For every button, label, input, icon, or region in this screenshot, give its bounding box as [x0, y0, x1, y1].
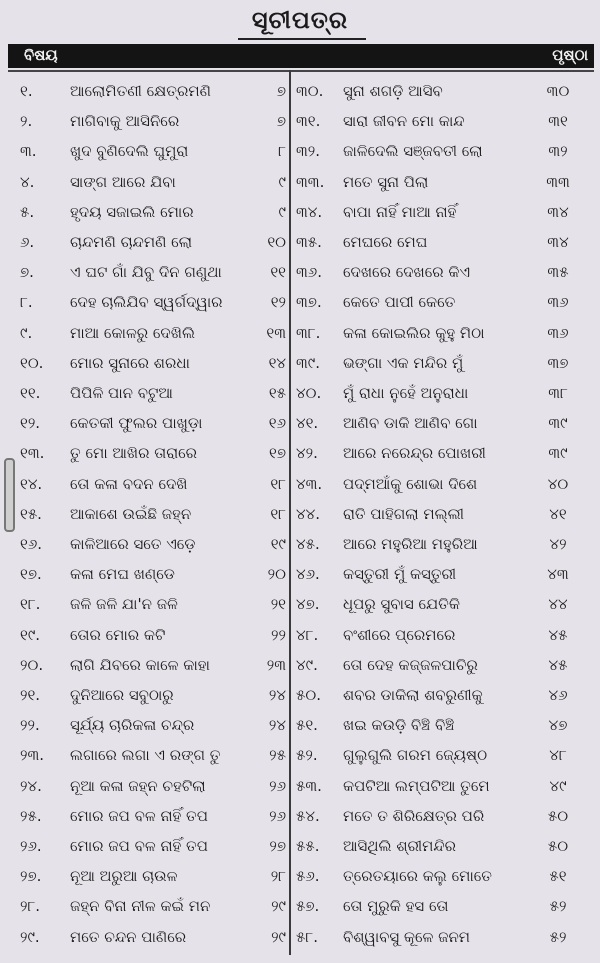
entry-number-right: ୫୪.: [296, 806, 320, 825]
entry-title-left: ଲଗାରେ ଲଗା ଏ ରଙ୍ଗ ତୁ: [70, 746, 221, 765]
entry-number-right: ୪୨.: [296, 444, 318, 463]
entry-page-right: ୩୩: [546, 172, 570, 191]
entry-title-right: ସୁନା ଶଗଡ଼ି ଆସିବ: [343, 82, 443, 100]
entry-title-right: କପଟିଆ ଲମ୍ପଟିଆ ତୁମେ: [343, 776, 490, 795]
entry-number-left: ୧୦.: [20, 353, 44, 372]
toc-row: [0, 922, 600, 952]
entry-number-left: ୭.: [20, 263, 34, 282]
entry-title-right: ଆରେ ନରେନ୍ଦ୍ର ପୋଖରୀ: [343, 444, 486, 463]
entry-number-left: ୨୭.: [20, 867, 42, 886]
entry-number-right: ୩୫.: [296, 233, 322, 251]
entry-number-left: ୧.: [20, 82, 33, 100]
entry-page-left: ୨୪: [268, 686, 286, 704]
toc-row: [0, 408, 600, 438]
entry-page-left: ୨୪: [268, 716, 286, 735]
entry-title-right: ଖଇ କଉଡ଼ି ବିଞ୍ଚି ବିଞ୍ଚି: [343, 716, 455, 735]
entry-title-left: ତୋ କଳା ବଦନ ଦେଖି: [70, 474, 188, 493]
entry-title-left: ମୋର ସୁନାରେ ଶରଧା: [70, 353, 190, 372]
entry-number-right: ୪୯.: [296, 655, 318, 674]
entry-number-left: ୨୬.: [20, 837, 42, 855]
toc-row: [0, 76, 600, 106]
entry-title-left: କଳା ମେଘ ଖଣ୍ଡେ: [70, 565, 175, 584]
entry-page-left: ୨୦: [267, 565, 286, 584]
entry-title-left: ପିପିଳି ପାନ ବଟୁଆ: [70, 384, 173, 402]
entry-title-left: ଖୁଦ ବୁଣିଦେଲି ଘୁମୁରା: [70, 142, 189, 161]
entry-number-right: ୫୭.: [296, 897, 320, 916]
entry-page-left: ୯: [278, 172, 286, 191]
entry-number-left: ୧୪.: [20, 474, 43, 493]
entry-page-right: ୫୨: [549, 897, 567, 916]
toc-row: [0, 710, 600, 740]
entry-title-right: କଳା କୋଇଲିର କୁହୁ ମିଠା: [343, 323, 485, 342]
entry-title-right: ମତେ ତ ଶିରିକ୍ଷେତ୍ର ପରି: [343, 806, 485, 825]
entry-page-left: ୧୦: [267, 233, 286, 251]
entry-number-left: ୨୯.: [20, 927, 40, 946]
entry-title-right: କେତେ ପାପୀ କେତେ: [343, 293, 456, 312]
entry-title-left: ହୃଦୟ ସଜାଇଲି ମୋର: [70, 202, 194, 221]
entry-title-right: ବିଶ୍ୱାବସୁ କୂଳେ ଜନମ: [343, 927, 471, 946]
toc-row: [0, 348, 600, 378]
toc-row: [0, 861, 600, 891]
entry-page-left: ୧୩: [266, 323, 286, 342]
entry-title-right: ଆସିଥିଲି ଶ୍ରୀମନ୍ଦିର: [343, 837, 457, 855]
entry-number-left: ୨୮.: [20, 897, 41, 916]
entry-page-right: ୪୫: [548, 655, 568, 674]
entry-page-left: ୧୨: [270, 293, 286, 312]
entry-title-left: ଏ ଘଟ ଗାଁ ଯିବୁ ଦିନ ଗଣୁଥା: [70, 263, 222, 282]
entry-title-right: ତୋ ଦେହ କଜ୍ଜଳପାଚିରୁ: [343, 655, 478, 674]
entry-number-left: ୩.: [20, 142, 37, 161]
entry-number-right: ୩୯.: [296, 353, 321, 372]
toc-row: [0, 831, 600, 861]
entry-page-left: ୨୨: [271, 625, 286, 644]
entry-page-left: ୨୬: [269, 806, 286, 825]
entry-page-left: ୨୯: [271, 927, 286, 946]
entry-title-left: ନୂଆ ଅରୁଆ ଚାଉଳ: [70, 867, 178, 886]
entry-title-left: ମାଆ କୋଳରୁ ଦେଖିଲି: [70, 323, 196, 342]
entry-title-right: ଆଣିବ ଡାକି ଆଣିବ ଗୋ: [343, 414, 478, 433]
header-bar: [8, 44, 594, 68]
entry-number-left: ୨୨.: [20, 716, 40, 735]
entry-number-left: ୨୫.: [20, 806, 42, 825]
entry-title-left: ଦୁନିଆରେ ସବୁଠାରୁ: [70, 686, 174, 704]
toc-row: [0, 801, 600, 831]
entry-page-left: ୧୫: [268, 384, 286, 402]
entry-number-left: ୯.: [20, 323, 33, 342]
entry-page-left: ୨୩: [266, 655, 286, 674]
entry-title-right: ପଦ୍ମଆଁକୁ ଶୋଭା ଦିଶେ: [343, 474, 478, 493]
entry-page-left: ୨୫: [269, 746, 286, 765]
entry-number-right: ୩୧.: [296, 112, 321, 131]
entry-page-left: ୮: [278, 142, 286, 161]
entry-page-right: ୩୮: [548, 384, 568, 402]
entry-number-left: ୧୩.: [20, 444, 45, 463]
entry-page-right: ୩୪: [547, 202, 569, 221]
entry-number-left: ୫.: [20, 202, 35, 221]
entry-page-left: ୨୭: [269, 837, 286, 855]
entry-title-left: ସୂର୍ଯ୍ୟ ଚାରିକଳା ଚନ୍ଦ୍ର: [70, 716, 195, 735]
entry-page-right: ୪୨: [549, 535, 567, 553]
entry-number-right: ୪୪.: [296, 504, 320, 523]
entry-title-left: କାଳିଆରେ ସତେ ଏଡ଼େ: [70, 535, 196, 553]
toc-row: [0, 197, 600, 227]
entry-page-right: ୪୦: [547, 474, 569, 493]
toc-row: [0, 529, 600, 559]
toc-row: [0, 740, 600, 770]
entry-number-right: ୫୦.: [296, 686, 321, 704]
page-title: ସୂଚୀପତ୍ର: [251, 6, 349, 34]
entry-page-right: ୩୨: [548, 142, 568, 161]
toc-row: [0, 469, 600, 499]
entry-number-left: ୪.: [20, 172, 35, 191]
entry-page-right: ୪୪: [548, 595, 568, 614]
entry-page-left: ୧୮: [270, 474, 286, 493]
entry-page-right: ୪୭: [548, 716, 568, 735]
header-subject-label: ବିଷୟ: [24, 46, 58, 64]
entry-number-right: ୩୨.: [296, 142, 321, 161]
entry-title-right: ଜାଳିଦେଲି ସଞ୍ଜବତୀ ଲୋ: [343, 142, 483, 161]
entry-page-right: ୪୬: [548, 686, 568, 704]
entry-title-right: ଆରେ ମହୁରିଆ ମହୁରିଆ: [343, 535, 478, 553]
entry-page-right: ୪୫: [548, 625, 568, 644]
entry-title-right: ମୁଁ ରାଧା ନୁହେଁ ଅନୁରାଧା: [343, 384, 469, 402]
entry-number-right: ୩୭.: [296, 293, 322, 312]
entry-title-left: ଆକାଶେ ଉଇଁଛି ଜହ୍ନ: [70, 504, 192, 523]
toc-row: [0, 167, 600, 197]
entry-number-right: ୪୩.: [296, 474, 323, 493]
entry-page-left: ୧୪: [268, 353, 286, 372]
entry-page-right: ୩୪: [547, 233, 569, 251]
toc-row: [0, 650, 600, 680]
entry-page-left: ୭: [276, 82, 286, 100]
title-underline: [238, 38, 366, 40]
entry-page-right: ୪୯: [549, 776, 567, 795]
entry-page-right: ୪୧: [549, 504, 567, 523]
entry-title-left: ଚାନ୍ଦମଣି ଚାନ୍ଦମଣି ଲୋ: [70, 233, 193, 251]
entry-number-right: ୩୩.: [296, 172, 325, 191]
entry-page-left: ୯: [278, 202, 286, 221]
entry-number-left: ୨୦.: [20, 655, 44, 674]
entry-number-right: ୪୫.: [296, 535, 320, 553]
entry-number-right: ୩୬.: [296, 263, 322, 282]
toc-row: [0, 559, 600, 589]
entry-page-left: ୭: [276, 112, 286, 131]
entry-title-left: କେତକୀ ଫୁଲର ପାଖୁଡ଼ା: [70, 414, 203, 433]
entry-page-left: ୧୧: [270, 263, 286, 282]
entry-page-right: ୫୦: [547, 806, 569, 825]
entry-number-left: ୧୨.: [20, 414, 41, 433]
entry-number-left: ୧୭.: [20, 565, 42, 584]
entry-page-right: ୩୫: [547, 263, 569, 282]
entry-page-right: ୫୨: [549, 927, 567, 946]
entry-number-right: ୪୧.: [296, 414, 319, 433]
entry-number-left: ୨୪.: [20, 776, 42, 795]
entry-page-left: ୧୮: [270, 504, 286, 523]
entry-page-left: ୧୭: [269, 444, 286, 463]
entry-title-right: ବାପା ନାହିଁ ମାଆ ନାହିଁ: [343, 202, 457, 221]
entry-title-left: ମାଗିବାକୁ ଆସିନିରେ: [70, 112, 180, 131]
entry-number-right: ୫୧.: [296, 716, 318, 735]
entry-page-right: ୩୯: [548, 414, 568, 433]
entry-number-left: ୮.: [20, 293, 33, 312]
entry-number-right: ୫୩.: [296, 776, 322, 795]
entry-number-right: ୪୭.: [296, 595, 320, 614]
entry-number-right: ୫୮.: [296, 927, 318, 946]
entry-number-right: ୫୫.: [296, 837, 320, 855]
entry-title-right: ତୋ ମୁରୁକି ହସ ତୋ: [343, 897, 449, 916]
entry-number-right: ୫୨.: [296, 746, 318, 765]
entry-title-right: ଧୂପରୁ ସୁବାସ ଯେତିକି: [343, 595, 460, 614]
toc-row: [0, 318, 600, 348]
entry-title-right: ଦେଖରେ ଦେଖରେ କିଏ: [343, 263, 471, 282]
entry-title-left: ଦେହ ଚାଲିଯିବ ସ୍ୱର୍ଗଦ୍ୱାର: [70, 293, 223, 312]
toc-row: [0, 771, 600, 801]
toc-row: [0, 589, 600, 619]
toc-row: [0, 227, 600, 257]
entry-title-left: ତୋର ମୋର କଟି: [70, 625, 166, 644]
entry-title-left: ଆଲୋମିତଣୀ କ୍ଷେତ୍ରମଣି: [70, 82, 211, 100]
entry-number-right: ୪୬.: [296, 565, 320, 584]
entry-title-right: ଗୁଲୁଗୁଲି ଗରମ ଜ୍ୟେଷ୍ଠ: [343, 746, 488, 765]
entry-number-left: ୨୧.: [20, 686, 41, 704]
toc-row: [0, 287, 600, 317]
entry-number-right: ୩୪.: [296, 202, 323, 221]
entry-number-right: ୩୮.: [296, 323, 321, 342]
entry-page-right: ୫୦: [547, 837, 569, 855]
toc-row: [0, 257, 600, 287]
entry-title-right: ବଂଶୀରେ ପ୍ରେମରେ: [343, 625, 456, 644]
entry-number-left: ୧୯.: [20, 625, 41, 644]
entry-page-right: ୪୮: [549, 746, 567, 765]
entry-number-left: ୧୧.: [20, 384, 41, 402]
entry-title-right: ଭଙ୍ଗା ଏକ ମନ୍ଦିର ମୁଁ: [343, 353, 464, 372]
entry-title-right: ଶବର ଡାକିଲା ଶବରୁଣୀକୁ: [343, 686, 483, 704]
toc-row: [0, 620, 600, 650]
toc-row: [0, 680, 600, 710]
entry-title-left: ତୁ ମୋ ଆଖିର ତାରାରେ: [70, 444, 197, 463]
entry-page-right: ୩୬: [547, 323, 569, 342]
entry-page-left: ୨୯: [271, 897, 286, 916]
toc-row: [0, 106, 600, 136]
entry-title-left: ମତେ ଚନ୍ଦନ ପାଣିରେ: [70, 927, 187, 946]
header-page-label: ପୃଷ୍ଠା: [552, 46, 588, 64]
entry-page-right: ୩୯: [548, 444, 568, 463]
entry-title-left: ଜଳି ଜଳି ଯା'ନ ଜଳି: [70, 595, 178, 614]
entry-number-left: ୨୩.: [20, 746, 45, 765]
entry-number-left: ୧୬.: [20, 535, 43, 553]
top-rule: [8, 70, 594, 72]
entry-page-left: ୨୮: [270, 867, 286, 886]
entry-number-left: ୨.: [20, 112, 33, 131]
entry-title-right: ତ୍ରେତୟାରେ କଲୁ ମୋତେ: [343, 867, 492, 886]
entry-number-right: ୩୦.: [296, 82, 324, 100]
entry-title-right: କସ୍ତୁରୀ ମୁଁ କସ୍ତୁରୀ: [343, 565, 457, 584]
entry-page-right: ୫୧: [549, 867, 567, 886]
entry-title-left: ନୂଆ କଳା ଜହ୍ନ ଚହଟିଲା: [70, 776, 206, 795]
entry-page-right: ୩୧: [548, 112, 568, 131]
entry-title-left: ଜହ୍ନ ବିନା ନୀଳ କଇଁ ମନ: [70, 897, 211, 916]
toc-row: [0, 136, 600, 166]
entry-title-right: ମେଘରେ ମେଘ: [343, 233, 428, 251]
toc-row: [0, 499, 600, 529]
toc-row: [0, 438, 600, 468]
entry-title-right: ରାତି ପାହିଗଲା ମଲ୍ଲୀ: [343, 504, 464, 523]
toc-row: [0, 891, 600, 921]
entry-page-left: ୨୬: [269, 776, 286, 795]
entry-page-right: ୩୭: [547, 353, 569, 372]
entry-page-right: ୩୬: [547, 293, 569, 312]
entry-page-left: ୧୯: [270, 535, 286, 553]
entry-number-right: ୪୮.: [296, 625, 319, 644]
entry-title-left: ଲାଗି ଯିବରେ କାଳେ କାହା: [70, 655, 210, 674]
entry-title-left: ସାଙ୍ଗ ଆରେ ଯିବା: [70, 172, 176, 191]
entry-number-left: ୧୫.: [20, 504, 42, 523]
toc-row: [0, 378, 600, 408]
entry-title-left: ମୋର ଜପ ବଳ ନାହିଁ ତପ: [70, 806, 208, 825]
entry-number-left: ୧୮.: [20, 595, 41, 614]
entry-page-left: ୨୧: [270, 595, 286, 614]
entry-number-left: ୬.: [20, 233, 35, 251]
entry-title-right: ସାରା ଜୀବନ ମୋ କାନ୍ଦ: [343, 112, 465, 131]
entry-page-left: ୧୬: [268, 414, 286, 433]
entry-number-right: ୪୦.: [296, 384, 322, 402]
entry-title-right: ମତେ ସୁନା ପିଲା: [343, 172, 429, 191]
entry-title-left: ମୋର ଜପ ବଳ ନାହିଁ ତପ: [70, 837, 208, 855]
entry-page-right: ୩୦: [546, 82, 570, 100]
entry-page-right: ୪୩: [547, 565, 569, 584]
entry-number-right: ୫୬.: [296, 867, 320, 886]
